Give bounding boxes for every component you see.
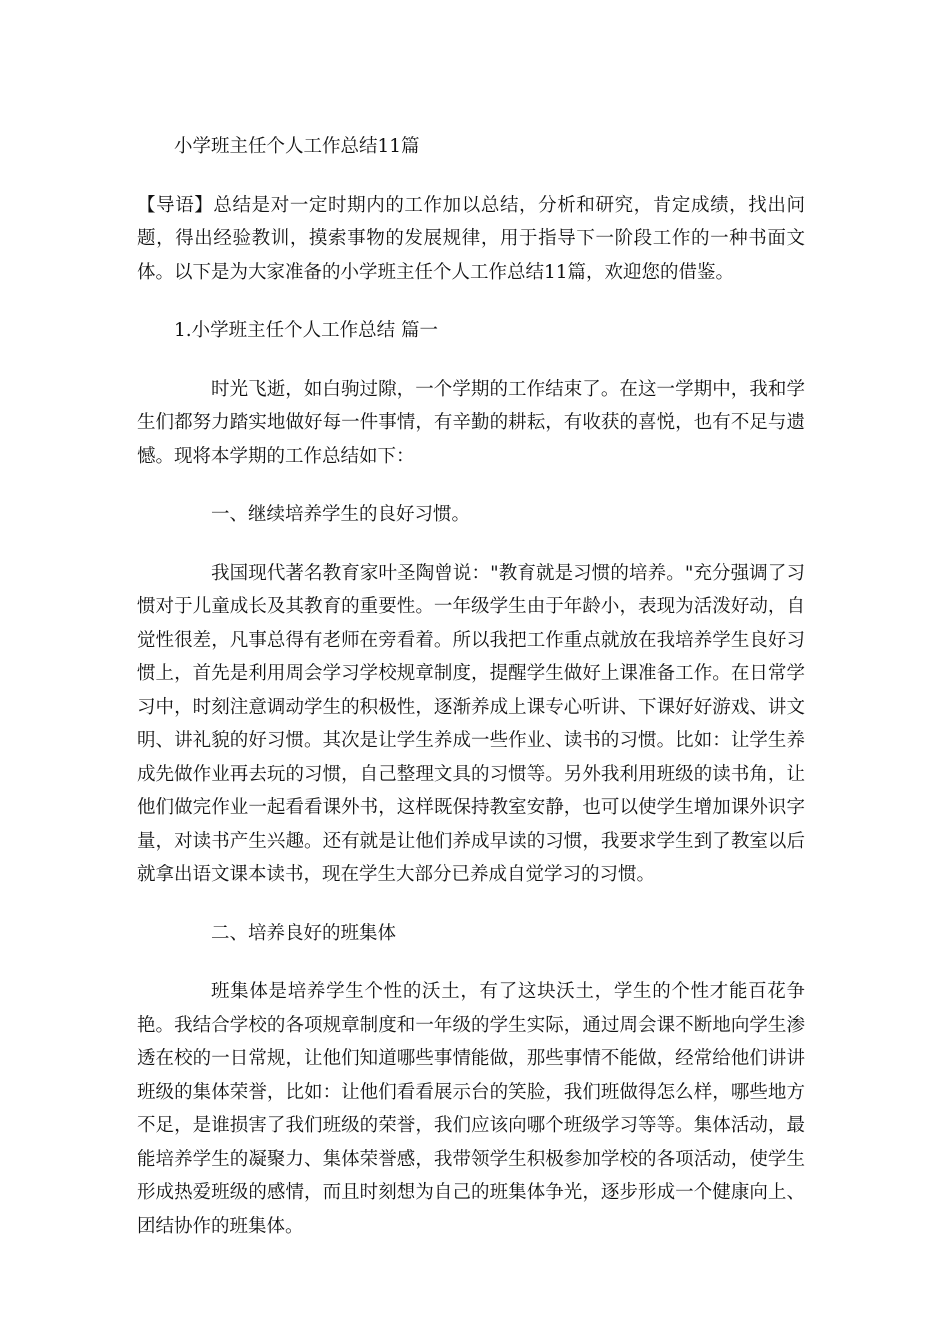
subheading-habits: 一、继续培养学生的良好习惯。 [211, 504, 471, 525]
intro-paragraph: 【导语】总结是对一定时期内的工作加以总结，分析和研究，肯定成绩，找出问题，得出经验教训，摸索事物的发展规律，用于指导下一阶段工作的一种书面文体。以下是为大家准备的小学班主任个人工作总结11篇，欢迎您的借鉴。 [137, 194, 805, 283]
class-collective-paragraph: 班集体是培养学生个性的沃土，有了这块沃土，学生的个性才能百花争艳。我结合学校的各项规章制度和一年级的学生实际，通过周会课不断地向学生渗透在校的一日常规，让他们知道哪些事情能做，那些事情不能做，经常给他们讲讲班级的集体荣誉，比如：让他们看看展示台的笑脸，我们班做得怎么样，哪些地方不足，是谁损害了我们班级的荣誉，我们应该向哪个班级学习等等。集体活动，最能培养学生的凝聚力、集体荣誉感，我带领学生积极参加学校的各项活动，使学生形成热爱班级的感情，而且时刻想为自己的班集体争光，逐步形成一个健康向上、团结协作的班集体。 [137, 981, 805, 1237]
habits-paragraph: 我国现代著名教育家叶圣陶曾说："教育就是习惯的培养。"充分强调了习惯对于儿童成长及其教育的重要性。一年级学生由于年龄小，表现为活泼好动，自觉性很差，凡事总得有老师在旁看着。所以我把工作重点就放在我培养学生良好习惯上，首先是利用周会学习学校规章制度，提醒学生做好上课准备工作。在日常学习中，时刻注意调动学生的积极性，逐渐养成上课专心听讲、下课好好游戏、讲文明、讲礼貌的好习惯。其次是让学生养成一些作业、读书的习惯。比如：让学生养成先做作业再去玩的习惯，自己整理文具的习惯等。另外我利用班级的读书角，让他们做完作业一起看看课外书，这样既保持教室安静，也可以使学生增加课外识字量，对读书产生兴趣。还有就是让他们养成早读的习惯，我要求学生到了教室以后就拿出语文课本读书，现在学生大部分已养成自觉学习的习惯。 [137, 562, 805, 885]
document-title: 小学班主任个人工作总结11篇 [174, 136, 420, 157]
opening-paragraph: 时光飞逝，如白驹过隙，一个学期的工作结束了。在这一学期中，我和学生们都努力踏实地做好每一件事情，有辛勤的耕耘，有收获的喜悦，也有不足与遗憾。现将本学期的工作总结如下： [137, 378, 805, 467]
section-title: 1.小学班主任个人工作总结 篇一 [174, 320, 439, 341]
document-body [137, 130, 805, 1268]
subheading-class-collective: 二、培养良好的班集体 [211, 922, 397, 944]
